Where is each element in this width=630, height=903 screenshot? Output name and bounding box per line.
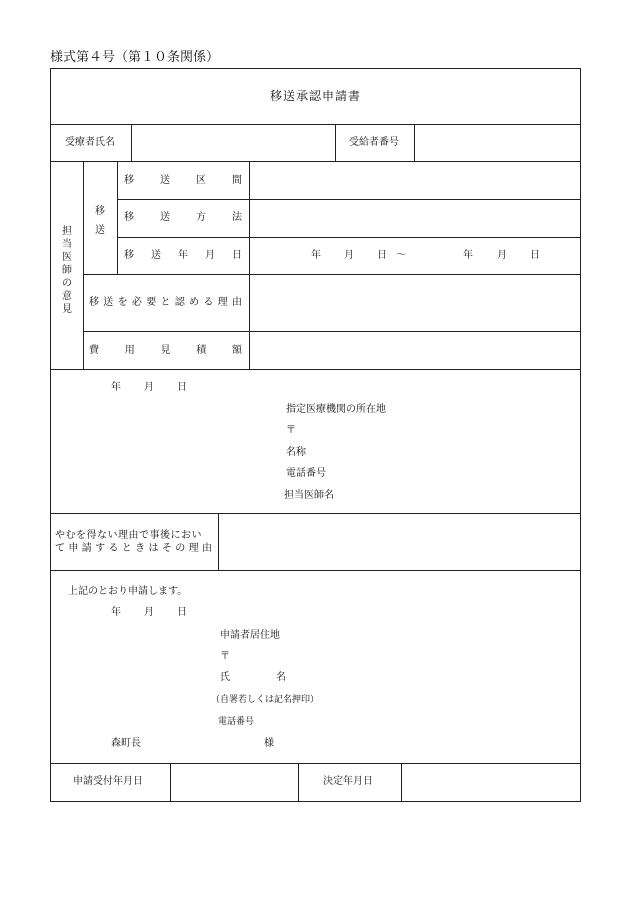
divider-row2 <box>117 237 581 238</box>
form-number: 様式第４号（第１０条関係） <box>50 50 220 65</box>
char: 理 <box>217 297 228 308</box>
institution-address-label: 指定医療機関の所在地 <box>286 404 386 415</box>
vdiv-header-1 <box>131 124 132 162</box>
char: と <box>121 543 132 554</box>
applicant-date-day: 日 <box>177 607 187 618</box>
date-from-year: 年 <box>311 250 321 261</box>
char: 申 <box>68 543 79 554</box>
divider-row3 <box>83 274 581 275</box>
vdiv-header-3 <box>414 124 415 162</box>
transfer-method-label <box>124 212 242 224</box>
addressee-honorific: 様 <box>264 738 274 749</box>
char: 要 <box>146 297 157 308</box>
late-reason-field[interactable] <box>220 515 578 569</box>
patient-name-field[interactable] <box>133 126 333 160</box>
char: の <box>175 543 186 554</box>
late-reason-line1: やむを得ない理由で事後におい <box>55 530 202 541</box>
char: 由 <box>231 297 242 308</box>
institution-date-day: 日 <box>177 382 187 393</box>
doctor-opinion-label: 担当医師の意見 <box>62 226 72 315</box>
frame-top <box>50 68 581 69</box>
char: る <box>108 543 119 554</box>
char: 移 <box>124 212 134 223</box>
divider-cost <box>50 369 581 370</box>
vdiv-footer-3 <box>401 763 402 802</box>
vdiv-footer-2 <box>298 763 299 802</box>
divider-reason <box>83 331 581 332</box>
addressee: 森町長 <box>111 738 141 749</box>
char: を <box>117 297 128 308</box>
recipient-number-label: 受給者番号 <box>349 137 399 148</box>
patient-name-label: 受療者氏名 <box>65 137 115 148</box>
reason-label <box>89 297 242 309</box>
char: そ <box>161 543 172 554</box>
char: て <box>55 543 65 554</box>
institution-postal-mark: 〒 <box>286 425 296 436</box>
applicant-phone-label: 電話番号 <box>218 717 255 727</box>
divider-late <box>50 570 581 571</box>
applicant-seal-note: （自署若しくは記名押印） <box>211 695 320 705</box>
date-to-day: 日 <box>530 250 540 261</box>
divider-title <box>50 124 581 125</box>
transfer-section-field[interactable] <box>251 163 578 198</box>
institution-doctor-label: 担当医師名 <box>284 490 334 501</box>
vdiv-value-col <box>249 161 250 370</box>
vdiv-late <box>218 513 219 571</box>
date-to-month: 月 <box>497 250 507 261</box>
char: す <box>95 543 106 554</box>
frame-right <box>580 68 581 802</box>
divider-row1 <box>117 199 581 200</box>
char: 区 <box>196 175 206 186</box>
char: 送 <box>103 297 114 308</box>
reason-field[interactable] <box>251 276 578 330</box>
recipient-number-field[interactable] <box>416 126 578 160</box>
applicant-address-label: 申請者居住地 <box>220 630 280 641</box>
date-from-month: 月 <box>344 250 354 261</box>
char: め <box>189 297 200 308</box>
institution-date-year: 年 <box>111 382 121 393</box>
vdiv-transfer-col <box>117 161 118 275</box>
char: 月 <box>205 250 215 261</box>
decision-date-field[interactable] <box>403 765 578 800</box>
cost-label <box>89 345 242 357</box>
vdiv-opinion-col <box>83 161 84 370</box>
char: 間 <box>232 175 242 186</box>
char: 方 <box>196 212 206 223</box>
applicant-name-label-1: 氏 <box>220 672 230 683</box>
char: 法 <box>232 212 242 223</box>
received-date-field[interactable] <box>172 765 296 800</box>
received-date-label: 申請受付年月日 <box>73 776 143 787</box>
transfer-method-field[interactable] <box>251 201 578 236</box>
char: と <box>160 297 171 308</box>
vdiv-footer-1 <box>170 763 171 802</box>
char: は <box>148 543 159 554</box>
late-reason-line2 <box>55 543 212 555</box>
date-from-day: 日 <box>377 250 387 261</box>
applicant-name-label-2: 名 <box>276 672 286 683</box>
char: 認 <box>174 297 185 308</box>
institution-date-month: 月 <box>144 382 154 393</box>
char: 請 <box>81 543 92 554</box>
transfer-section-label <box>124 175 242 187</box>
institution-phone-label: 電話番号 <box>286 468 326 479</box>
char: る <box>203 297 214 308</box>
char: 額 <box>232 345 242 356</box>
char: 由 <box>201 543 212 554</box>
divider-applicant <box>50 763 581 764</box>
char: 理 <box>188 543 199 554</box>
frame-bottom <box>50 801 581 802</box>
char: 送 <box>160 212 170 223</box>
divider-institution <box>50 513 581 514</box>
char: 移 <box>89 297 99 308</box>
char: 年 <box>178 250 188 261</box>
transfer-date-label <box>124 250 242 262</box>
char: き <box>135 543 146 554</box>
char: 移 <box>124 175 134 186</box>
char: 積 <box>196 345 207 356</box>
frame-left <box>50 68 51 802</box>
applicant-statement: 上記のとおり申請します。 <box>68 586 188 597</box>
date-to-year: 年 <box>463 250 473 261</box>
char: 送 <box>160 175 170 186</box>
applicant-date-month: 月 <box>144 607 154 618</box>
applicant-date-year: 年 <box>111 607 121 618</box>
form-title: 移送承認申請書 <box>270 89 362 103</box>
char: 送 <box>151 250 161 261</box>
divider-header <box>50 161 581 162</box>
applicant-postal-mark: 〒 <box>220 651 230 662</box>
char: 日 <box>232 250 242 261</box>
char: 移 <box>124 250 134 261</box>
institution-name-label: 名称 <box>286 447 306 458</box>
decision-date-label: 決定年月日 <box>323 776 373 787</box>
char: 用 <box>124 345 135 356</box>
transfer-group-label: 移送 <box>95 206 105 236</box>
char: 必 <box>131 297 142 308</box>
char: 見 <box>160 345 171 356</box>
vdiv-header-2 <box>335 124 336 162</box>
cost-field[interactable] <box>251 333 578 368</box>
char: 費 <box>89 345 99 356</box>
date-tilde: 〜 <box>396 250 406 261</box>
